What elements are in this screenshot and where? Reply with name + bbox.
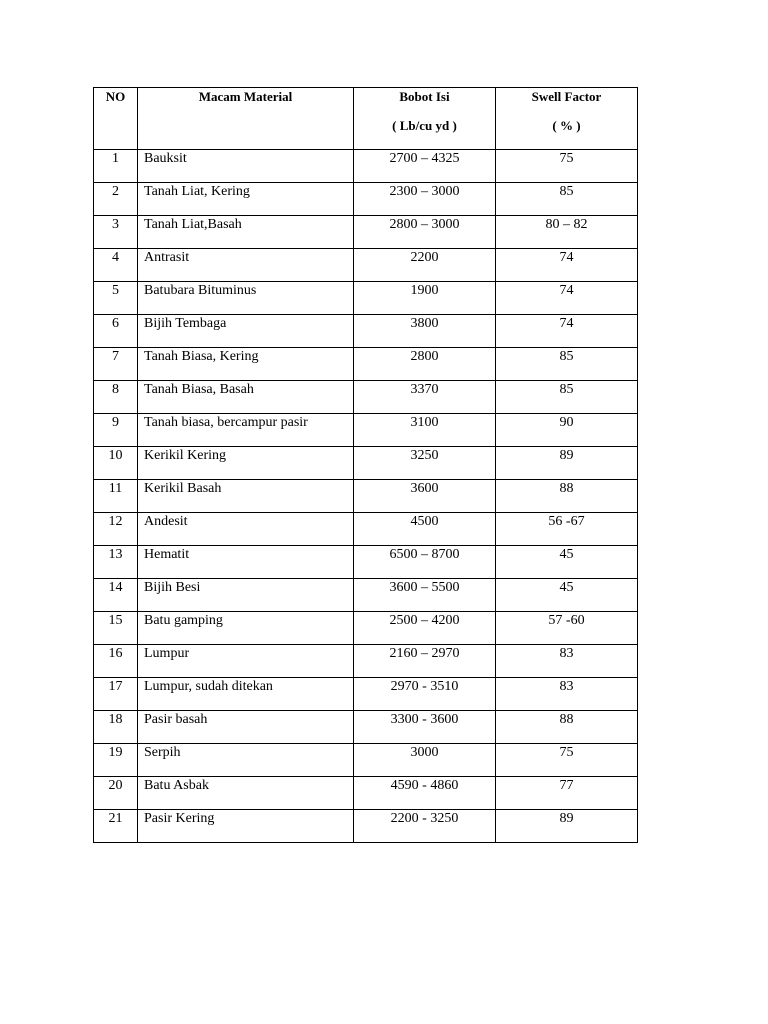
table-row: [94, 711, 638, 744]
table-row: [94, 744, 638, 777]
cell-material: Batubara Bituminus: [138, 282, 354, 315]
table-row: [94, 183, 638, 216]
table-row: [94, 480, 638, 513]
header-swell-title: Swell Factor: [531, 89, 602, 104]
cell-no: 10: [94, 447, 138, 480]
cell-bobot-isi: 3600 – 5500: [354, 579, 496, 612]
cell-material: Tanah Liat, Kering: [138, 183, 354, 216]
table-row: [94, 381, 638, 414]
cell-no: 3: [94, 216, 138, 249]
cell-material: Pasir basah: [138, 711, 354, 744]
cell-bobot-isi: 2970 - 3510: [354, 678, 496, 711]
header-material: Macam Material: [138, 88, 354, 150]
cell-no: 8: [94, 381, 138, 414]
cell-material: Lumpur, sudah ditekan: [138, 678, 354, 711]
table-row: [94, 216, 638, 249]
cell-no: 17: [94, 678, 138, 711]
cell-material: Tanah biasa, bercampur pasir: [138, 414, 354, 447]
header-swell-factor: [496, 88, 638, 150]
cell-material: Bijih Tembaga: [138, 315, 354, 348]
cell-swell-factor: 45: [496, 579, 638, 612]
cell-swell-factor: 80 – 82: [496, 216, 638, 249]
cell-swell-factor: 89: [496, 810, 638, 843]
cell-no: 5: [94, 282, 138, 315]
cell-material: Kerikil Kering: [138, 447, 354, 480]
cell-material: Andesit: [138, 513, 354, 546]
table-row: [94, 414, 638, 447]
cell-swell-factor: 90: [496, 414, 638, 447]
cell-swell-factor: 74: [496, 282, 638, 315]
table-row: [94, 282, 638, 315]
cell-no: 2: [94, 183, 138, 216]
table-row: [94, 645, 638, 678]
cell-material: Tanah Biasa, Basah: [138, 381, 354, 414]
cell-material: Tanah Biasa, Kering: [138, 348, 354, 381]
header-no: NO: [94, 88, 138, 150]
cell-no: 9: [94, 414, 138, 447]
cell-material: Bauksit: [138, 150, 354, 183]
cell-bobot-isi: 2700 – 4325: [354, 150, 496, 183]
cell-swell-factor: 85: [496, 183, 638, 216]
table-row: [94, 447, 638, 480]
table-body: [94, 150, 638, 843]
table-row: [94, 579, 638, 612]
cell-bobot-isi: 2300 – 3000: [354, 183, 496, 216]
cell-bobot-isi: 2500 – 4200: [354, 612, 496, 645]
cell-bobot-isi: 2160 – 2970: [354, 645, 496, 678]
table-header-row: [94, 88, 638, 150]
cell-swell-factor: 75: [496, 150, 638, 183]
cell-bobot-isi: 3250: [354, 447, 496, 480]
cell-swell-factor: 75: [496, 744, 638, 777]
table-row: [94, 678, 638, 711]
cell-swell-factor: 83: [496, 645, 638, 678]
cell-no: 16: [94, 645, 138, 678]
table-row: [94, 249, 638, 282]
cell-no: 12: [94, 513, 138, 546]
table-row: [94, 612, 638, 645]
cell-material: Kerikil Basah: [138, 480, 354, 513]
cell-bobot-isi: 4500: [354, 513, 496, 546]
cell-no: 21: [94, 810, 138, 843]
cell-swell-factor: 89: [496, 447, 638, 480]
material-table: [93, 87, 638, 843]
table-row: [94, 150, 638, 183]
header-bobot-unit: ( Lb/cu yd ): [392, 118, 457, 133]
table-row: [94, 810, 638, 843]
cell-material: Tanah Liat,Basah: [138, 216, 354, 249]
cell-bobot-isi: 2200 - 3250: [354, 810, 496, 843]
cell-bobot-isi: 3100: [354, 414, 496, 447]
cell-no: 20: [94, 777, 138, 810]
cell-material: Bijih Besi: [138, 579, 354, 612]
cell-no: 19: [94, 744, 138, 777]
cell-swell-factor: 77: [496, 777, 638, 810]
cell-no: 18: [94, 711, 138, 744]
cell-bobot-isi: 2200: [354, 249, 496, 282]
cell-swell-factor: 74: [496, 249, 638, 282]
cell-material: Lumpur: [138, 645, 354, 678]
cell-material: Serpih: [138, 744, 354, 777]
cell-bobot-isi: 3000: [354, 744, 496, 777]
cell-bobot-isi: 6500 – 8700: [354, 546, 496, 579]
cell-bobot-isi: 3300 - 3600: [354, 711, 496, 744]
cell-no: 14: [94, 579, 138, 612]
cell-bobot-isi: 3600: [354, 480, 496, 513]
table-row: [94, 546, 638, 579]
table-row: [94, 777, 638, 810]
cell-no: 11: [94, 480, 138, 513]
cell-no: 1: [94, 150, 138, 183]
cell-bobot-isi: 3370: [354, 381, 496, 414]
cell-no: 7: [94, 348, 138, 381]
cell-material: Hematit: [138, 546, 354, 579]
cell-bobot-isi: 2800: [354, 348, 496, 381]
table-row: [94, 513, 638, 546]
cell-bobot-isi: 2800 – 3000: [354, 216, 496, 249]
cell-swell-factor: 85: [496, 348, 638, 381]
cell-swell-factor: 74: [496, 315, 638, 348]
header-bobot-isi: [354, 88, 496, 150]
cell-swell-factor: 56 -67: [496, 513, 638, 546]
header-bobot-title: Bobot Isi: [399, 89, 450, 104]
cell-no: 13: [94, 546, 138, 579]
cell-swell-factor: 45: [496, 546, 638, 579]
cell-swell-factor: 88: [496, 480, 638, 513]
cell-bobot-isi: 3800: [354, 315, 496, 348]
cell-material: Batu gamping: [138, 612, 354, 645]
cell-bobot-isi: 1900: [354, 282, 496, 315]
table-row: [94, 348, 638, 381]
cell-no: 4: [94, 249, 138, 282]
cell-swell-factor: 85: [496, 381, 638, 414]
cell-material: Pasir Kering: [138, 810, 354, 843]
table-row: [94, 315, 638, 348]
cell-swell-factor: 57 -60: [496, 612, 638, 645]
cell-no: 15: [94, 612, 138, 645]
cell-bobot-isi: 4590 - 4860: [354, 777, 496, 810]
cell-no: 6: [94, 315, 138, 348]
cell-material: Batu Asbak: [138, 777, 354, 810]
cell-swell-factor: 83: [496, 678, 638, 711]
header-swell-unit: ( % ): [552, 118, 581, 133]
cell-swell-factor: 88: [496, 711, 638, 744]
cell-material: Antrasit: [138, 249, 354, 282]
